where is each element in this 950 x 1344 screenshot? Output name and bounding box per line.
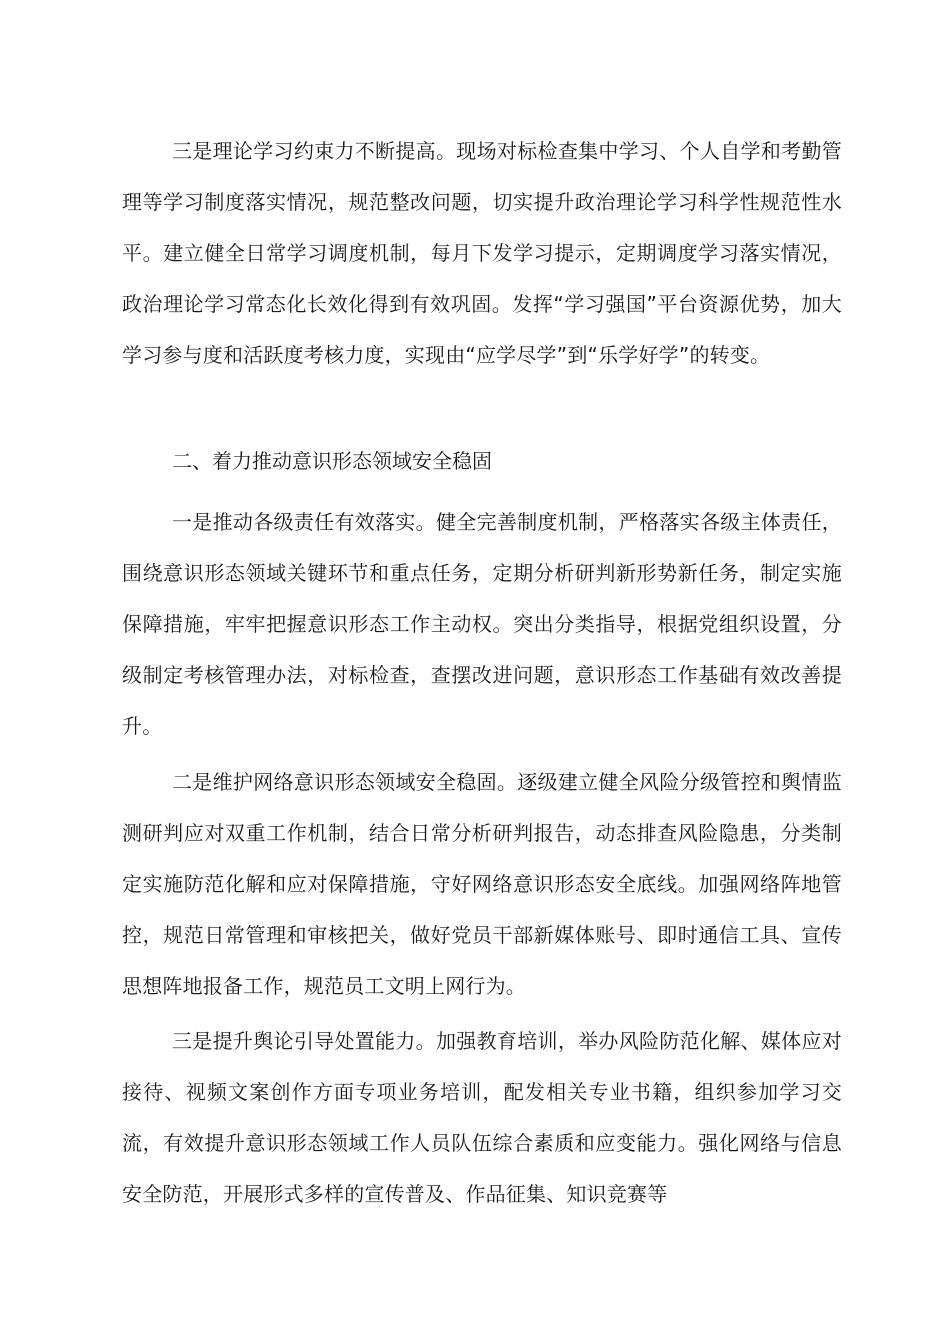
paragraph-public-opinion: 三是提升舆论引导处置能力。加强教育培训，举办风险防范化解、媒体应对接待、视频文案创作方面专项业务培训，配发相关专业书籍，组织参加学习交流，有效提升意识形态领域工作人员队伍综合素质和应变能力。强化网络与信息安全防范，开展形式多样的宣传普及、作品征集、知识竞赛等 [122,1029,842,1206]
paragraph-responsibility: 一是推动各级责任有效落实。健全完善制度机制，严格落实各级主体责任，围绕意识形态领域关键环节和重点任务，定期分析研判新形势新任务，制定实施保障措施，牢牢把握意识形态工作主动权。突出分类指导，根据党组织设置，分级制定考核管理办法，对标检查，查摆改进问题，意识形态工作基础有效改善提升。 [122,510,842,738]
paragraph-theory-study: 三是理论学习约束力不断提高。现场对标检查集中学习、个人自学和考勤管理等学习制度落实情况，规范整改问题，切实提升政治理论学习科学性规范性水平。建立健全日常学习调度机制，每月下发学习提示，定期调度学习落实情况，政治理论学习常态化长效化得到有效巩固。发挥“学习强国”平台资源优势，加大学习参与度和活跃度考核力度，实现由“应学尽学”到“乐学好学”的转变。 [122,139,842,367]
section-heading: 二、着力推动意识形态领域安全稳固 [172,449,492,473]
paragraph-network-security: 二是维护网络意识形态领域安全稳固。逐级建立健全风险分级管控和舆情监测研判应对双重工作机制，结合日常分析研判报告，动态排查风险隐患，分类制定实施防范化解和应对保障措施，守好网络意识形态安全底线。加强网络阵地管控，规范日常管理和审核把关，做好党员干部新媒体账号、即时通信工具、宣传思想阵地报备工作，规范员工文明上网行为。 [122,770,842,998]
